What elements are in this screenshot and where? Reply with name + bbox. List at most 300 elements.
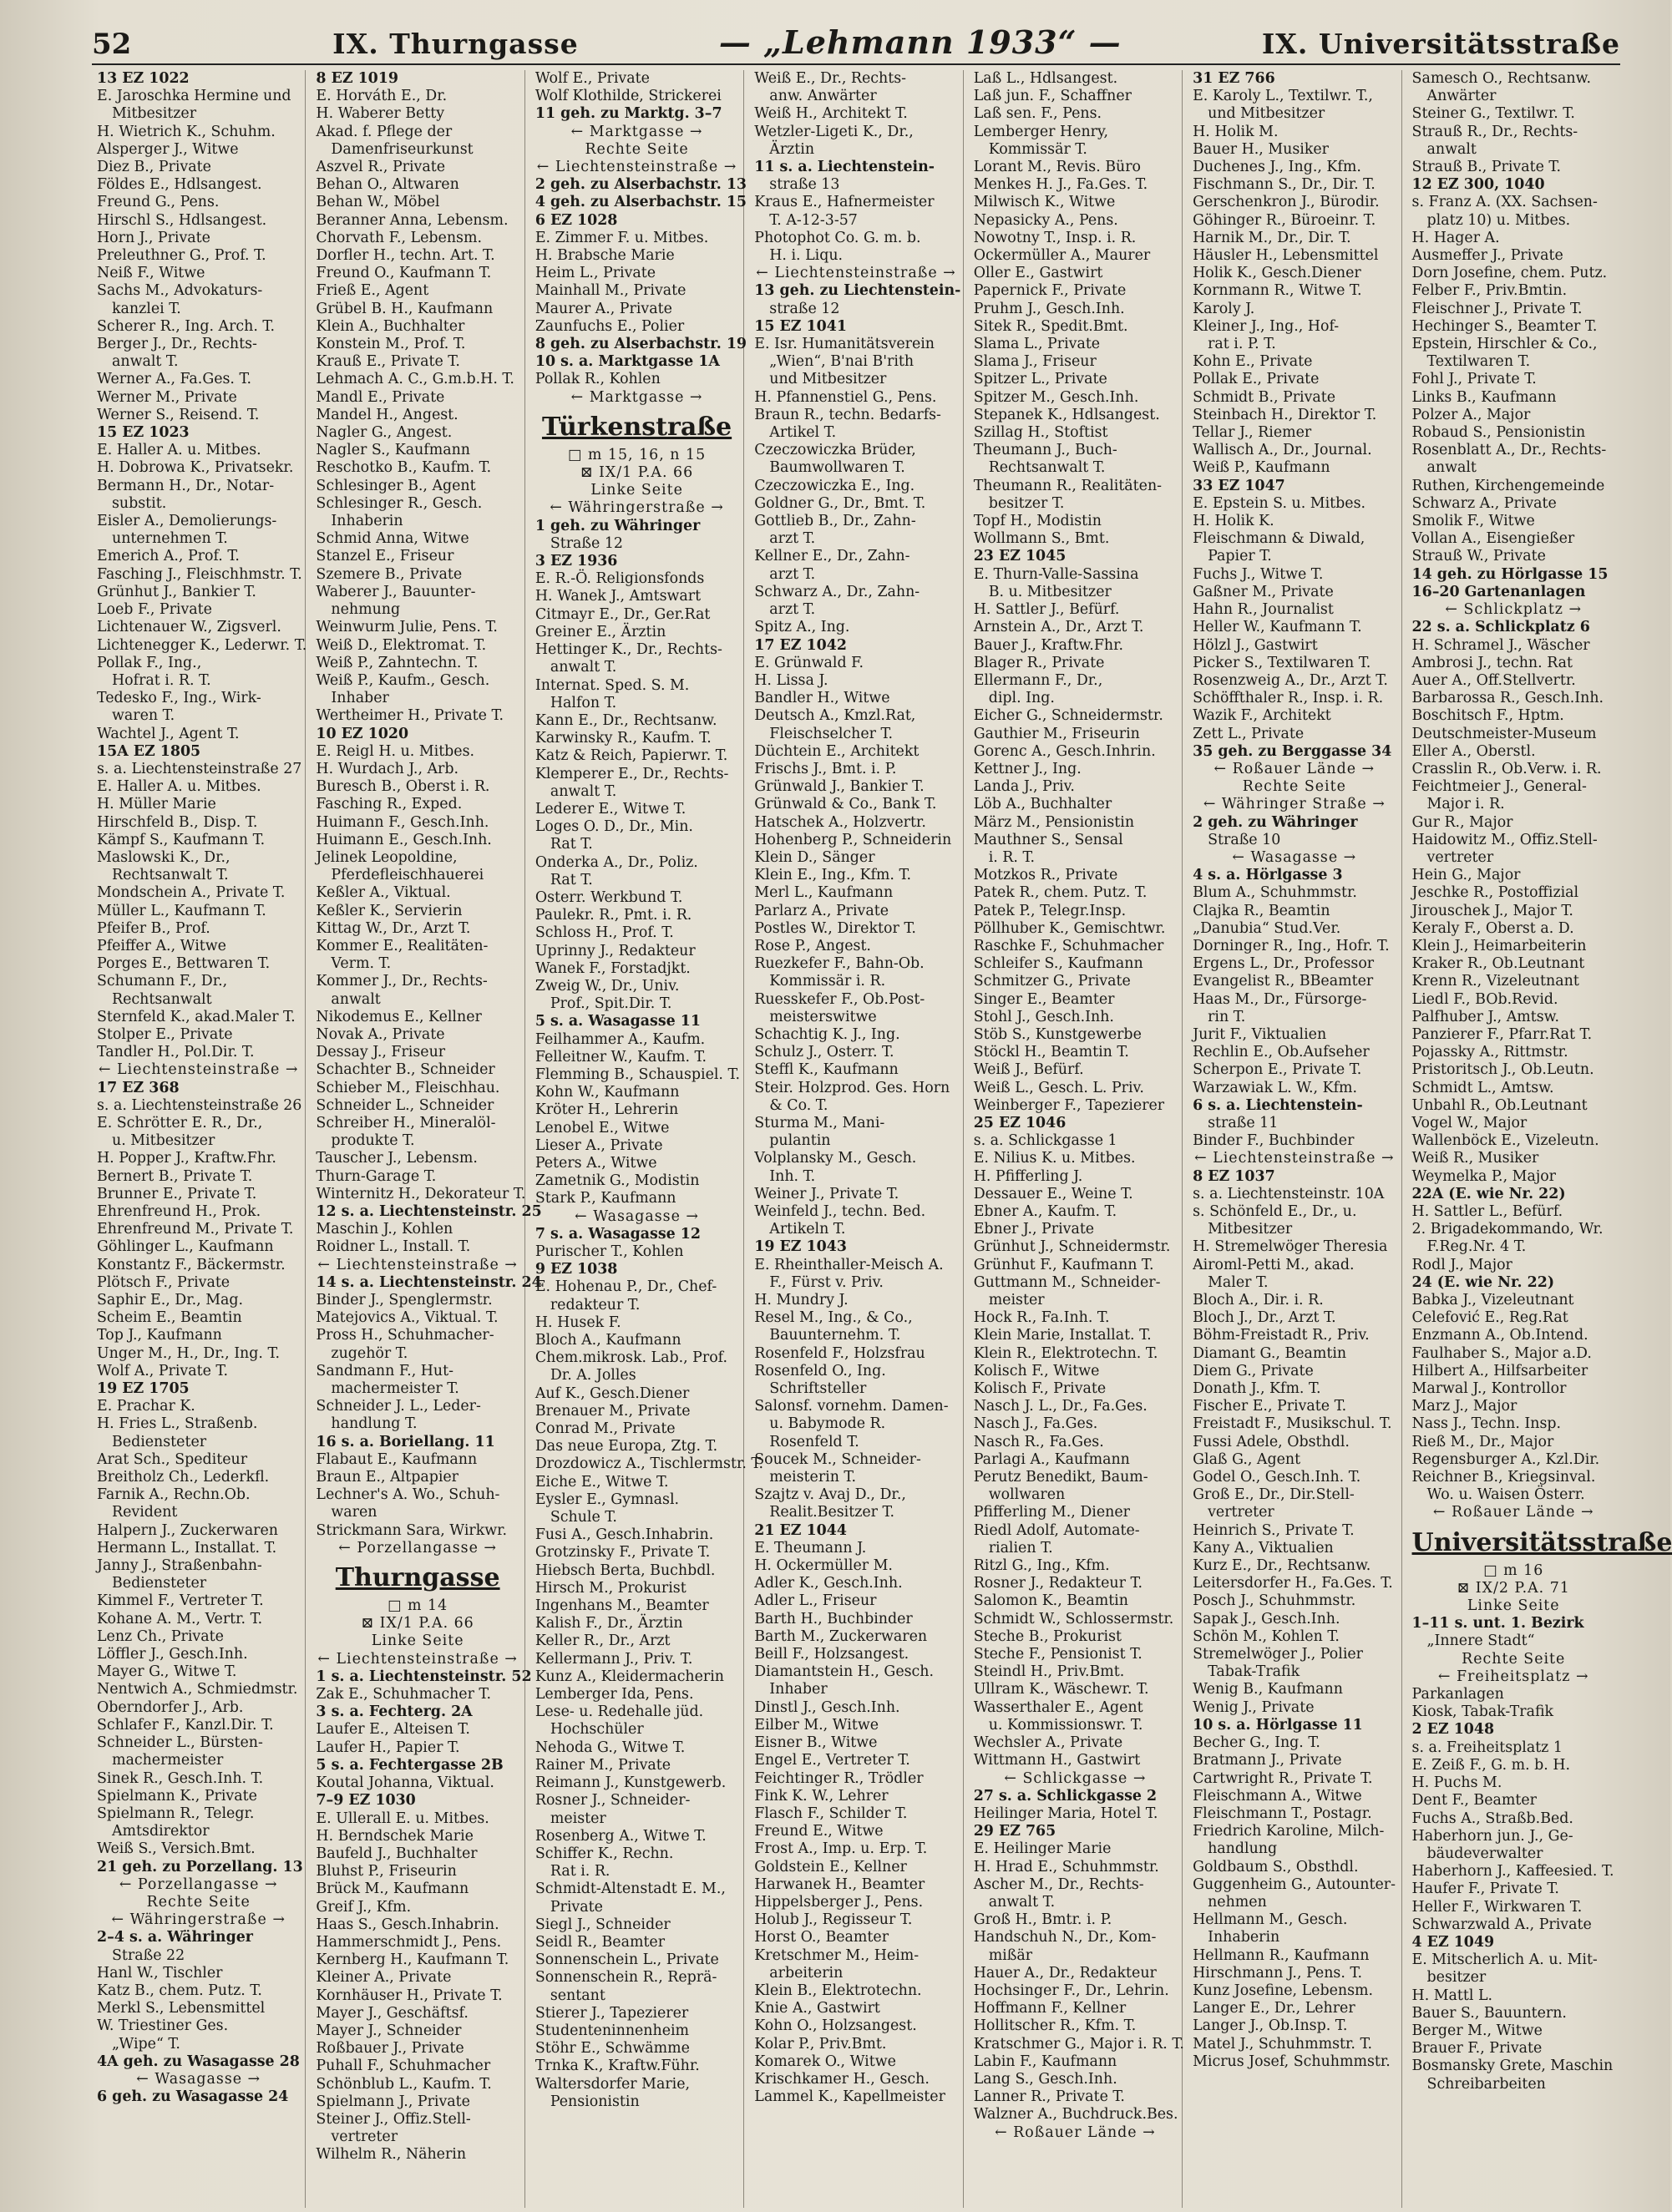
directory-line: Fink K. W., Lehrer bbox=[754, 1787, 889, 1805]
directory-line: E. Reigl H. u. Mitbes. bbox=[316, 742, 475, 760]
directory-line: Schreiber H., Mineralöl- bbox=[316, 1114, 496, 1131]
directory-line: Celefović E., Reg.Rat bbox=[1411, 1309, 1568, 1327]
directory-line: Stöb S., Kunstgewerbe bbox=[973, 1025, 1142, 1043]
directory-line: Adler K., Gesch.Inh. bbox=[754, 1575, 903, 1592]
directory-line: Private bbox=[550, 1898, 603, 1916]
directory-line: Rosenfeld F., Holzsfrau bbox=[754, 1344, 925, 1362]
directory-line: 7–9 EZ 1030 bbox=[316, 1792, 416, 1810]
directory-line: 1–11 s. unt. 1. Bezirk bbox=[1411, 1615, 1584, 1632]
directory-line: Dent F., Beamter bbox=[1411, 1792, 1537, 1810]
directory-line: Scheim E., Beamtin bbox=[97, 1309, 242, 1327]
directory-line: Flemming B., Schauspiel. T. bbox=[535, 1066, 741, 1083]
directory-line: 27 s. a. Schlickgasse 2 bbox=[973, 1787, 1158, 1805]
directory-line: Baufeld J., Buchhalter bbox=[316, 1845, 478, 1862]
directory-line: 35 geh. zu Berggasse 34 bbox=[1193, 742, 1392, 760]
directory-line: 14 geh. zu Hörlgasse 15 bbox=[1411, 565, 1609, 583]
directory-line: Heller F., Wirkwaren T. bbox=[1411, 1898, 1583, 1916]
directory-line: Schulz J., Osterr. T. bbox=[754, 1044, 894, 1061]
directory-line: Kany A., Viktualien bbox=[1193, 1539, 1334, 1556]
directory-line: H. Sattler J., Befürf. bbox=[973, 601, 1120, 619]
directory-line: Spielmann J., Private bbox=[316, 2093, 470, 2110]
directory-line: Grünhut J., Schneidermstr. bbox=[973, 1238, 1171, 1256]
directory-line: Holub J., Regisseur T. bbox=[754, 1911, 913, 1929]
directory-line: Krenn R., Vizeleutnant bbox=[1411, 973, 1579, 990]
directory-line: Siegl J., Schneider bbox=[535, 1916, 671, 1933]
directory-line: Rodl J., Major bbox=[1411, 1256, 1512, 1273]
directory-line: 13 EZ 1022 bbox=[97, 70, 190, 87]
directory-line: Stepanek K., Hdlsangest. bbox=[973, 406, 1160, 423]
directory-line: waren bbox=[331, 1504, 377, 1521]
directory-line: Ehrenfreund M., Private T. bbox=[97, 1221, 294, 1238]
directory-line: Fleischner J., Private T. bbox=[1411, 300, 1583, 317]
directory-line: Feichtinger R., Trödler bbox=[754, 1769, 924, 1787]
directory-line: Dinstl J., Gesch.Inh. bbox=[754, 1698, 900, 1716]
directory-line: u. Mitbesitzer bbox=[112, 1132, 215, 1150]
directory-line: Krauß E., Private T. bbox=[316, 353, 460, 371]
directory-line: Sachs M., Advokaturs- bbox=[97, 282, 263, 300]
directory-line: Rosenfeld T. bbox=[769, 1433, 859, 1450]
directory-line: Nagler S., Kaufmann bbox=[316, 442, 470, 459]
directory-line: Inhaberin bbox=[331, 513, 403, 530]
directory-line: Deutschmeister-Museum bbox=[1411, 725, 1597, 742]
directory-line: Major i. R. bbox=[1426, 796, 1505, 813]
directory-line: Mayer J., Schneider bbox=[316, 2022, 462, 2039]
directory-line: 17 EZ 1042 bbox=[754, 636, 847, 654]
column-4 bbox=[749, 70, 963, 2208]
directory-line: Guggenheim G., Autounter- bbox=[1193, 1875, 1396, 1893]
directory-line: „Wipe“ T. bbox=[112, 2035, 180, 2053]
directory-line: Barth M., Zuckerwaren bbox=[754, 1627, 928, 1645]
directory-line: Freund G., Pens. bbox=[97, 194, 220, 211]
directory-line: Studenteninnenheim bbox=[535, 2022, 690, 2039]
directory-line: Kratschmer G., Major i. R. T. bbox=[973, 2035, 1184, 2053]
directory-line: Fuchs A., Straßb.Bed. bbox=[1411, 1810, 1573, 1827]
directory-line: Schleifer S., Kaufmann bbox=[973, 955, 1143, 973]
directory-line: Laß jun. F., Schaffner bbox=[973, 88, 1132, 105]
directory-line: rat i. P. T. bbox=[1208, 336, 1276, 353]
directory-line: Wallisch A., Dr., Journal. bbox=[1193, 442, 1372, 459]
directory-line: Polzer A., Major bbox=[1411, 406, 1531, 423]
directory-line: Pollak R., Kohlen bbox=[535, 371, 661, 388]
directory-line: Brunner E., Private T. bbox=[97, 1185, 257, 1202]
directory-line: Leitersdorfer H., Fa.Ges. T. bbox=[1193, 1575, 1393, 1592]
directory-line: 4 s. a. Hörlgasse 3 bbox=[1193, 867, 1343, 884]
directory-line: 3 EZ 1936 bbox=[535, 553, 618, 570]
directory-line: Nasch J., Fa.Ges. bbox=[973, 1415, 1098, 1433]
directory-line: Realit.Besitzer T. bbox=[769, 1504, 895, 1521]
directory-line: Klein R., Elektrotechn. T. bbox=[973, 1344, 1158, 1362]
directory-line: Winternitz H., Dekorateur T. bbox=[316, 1185, 526, 1202]
directory-line: Steche B., Prokurist bbox=[973, 1627, 1122, 1645]
directory-line: Textilwaren T. bbox=[1426, 353, 1531, 371]
directory-line: Hahn R., Journalist bbox=[1193, 601, 1334, 619]
directory-line: 1 geh. zu Währinger bbox=[535, 517, 701, 534]
directory-line: substit. bbox=[112, 494, 167, 512]
directory-line: Faulhaber S., Major a.D. bbox=[1411, 1344, 1592, 1362]
directory-line: Hock R., Fa.Inh. T. bbox=[973, 1309, 1110, 1327]
directory-line: E. Isr. Humanitätsverein bbox=[754, 336, 935, 353]
directory-line: meisterswitwe bbox=[769, 1008, 877, 1025]
directory-line: Samesch O., Rechtsanw. bbox=[1411, 70, 1591, 87]
directory-line: Mitbesitzer bbox=[112, 105, 197, 123]
directory-line: Lorant M., Revis. Büro bbox=[973, 159, 1142, 176]
directory-line: Ausmeffer J., Private bbox=[1411, 247, 1563, 265]
directory-line: Conrad M., Private bbox=[535, 1420, 676, 1438]
directory-line: Eilber M., Witwe bbox=[754, 1716, 879, 1734]
directory-line: Wollmann S., Bmt. bbox=[973, 530, 1110, 548]
directory-line: anwalt bbox=[1426, 459, 1477, 477]
directory-line: Seidl R., Beamter bbox=[535, 1933, 666, 1951]
directory-line: anwalt T. bbox=[550, 659, 617, 676]
directory-line: Szajtz v. Avaj D., Dr., bbox=[754, 1486, 906, 1504]
directory-line: Freund O., Kaufmann T. bbox=[316, 265, 492, 282]
directory-line: Lang S., Gesch.Inh. bbox=[973, 2070, 1117, 2088]
directory-line: Handschuh N., Dr., Kom- bbox=[973, 1929, 1157, 1946]
directory-line: Rose P., Angest. bbox=[754, 937, 871, 954]
directory-line: Kleiner J., Ing., Hof- bbox=[1193, 317, 1340, 335]
directory-line: Links B., Kaufmann bbox=[1411, 388, 1557, 406]
directory-line: Hirschmann J., Pens. T. bbox=[1193, 1964, 1362, 1982]
directory-line: Roßbauer J., Private bbox=[316, 2040, 464, 2058]
directory-line: u. Kommissionswr. T. bbox=[988, 1716, 1143, 1734]
directory-line: Akad. f. Pflege der bbox=[316, 123, 453, 140]
directory-line: Schön M., Kohlen T. bbox=[1193, 1627, 1340, 1645]
directory-line: Parkanlagen bbox=[1411, 1686, 1504, 1703]
directory-line: Gorenc A., Gesch.Inhrin. bbox=[973, 742, 1156, 760]
directory-line: ← Währingerstraße → bbox=[550, 499, 724, 517]
directory-line: Loeb F., Private bbox=[97, 601, 212, 619]
directory-line: Pruhm J., Gesch.Inh. bbox=[973, 300, 1125, 317]
directory-line: □ m 15, 16, n 15 bbox=[567, 446, 707, 463]
directory-line: Adler L., Friseur bbox=[754, 1592, 877, 1610]
directory-line: Kann E., Dr., Rechtsanw. bbox=[535, 711, 717, 729]
directory-line: Becher G., Ing. T. bbox=[1193, 1734, 1320, 1752]
directory-line: 2 geh. zu Währinger bbox=[1193, 813, 1358, 831]
directory-line: E. Schrötter E. R., Dr., bbox=[97, 1114, 263, 1131]
directory-line: Evangelist R., BBeamter bbox=[1193, 973, 1374, 990]
directory-line: 2 EZ 1048 bbox=[1411, 1721, 1495, 1739]
directory-line: Hirschl S., Hdlsangest. bbox=[97, 211, 267, 229]
directory-line: s. Schönfeld E., Dr., u. bbox=[1193, 1203, 1357, 1220]
directory-line: Spitzer L., Private bbox=[973, 371, 1107, 388]
directory-line: 6 EZ 1028 bbox=[535, 211, 618, 229]
directory-line: Krischkamer H., Gesch. bbox=[754, 2070, 930, 2088]
directory-line: Inhaber bbox=[331, 690, 389, 707]
directory-line: Steiner G., Textilwr. T. bbox=[1411, 105, 1575, 123]
directory-line: 8 EZ 1019 bbox=[316, 70, 398, 87]
directory-line: Barth H., Buchbinder bbox=[754, 1610, 913, 1627]
directory-line: Postles W., Direktor T. bbox=[754, 919, 916, 937]
directory-line: H. Fries L., Straßenb. bbox=[97, 1415, 258, 1433]
directory-line: H. Husek F. bbox=[535, 1314, 621, 1331]
directory-line: Lenobel E., Witwe bbox=[535, 1119, 670, 1136]
directory-line: Göhinger R., Büroeinr. T. bbox=[1193, 211, 1376, 229]
directory-line: Strauß B., Private T. bbox=[1411, 159, 1561, 176]
directory-line: 1 s. a. Liechtensteinstr. 52 bbox=[316, 1668, 532, 1685]
directory-line: und Mitbesitzer bbox=[1208, 105, 1325, 123]
directory-line: Arat Sch., Spediteur bbox=[97, 1450, 248, 1468]
directory-line: Topf H., Modistin bbox=[973, 513, 1102, 530]
directory-line: Haidowitz M., Offiz.Stell- bbox=[1411, 831, 1598, 848]
directory-line: Lammel K., Kapellmeister bbox=[754, 2088, 945, 2106]
directory-line: 10 s. a. Hörlgasse 11 bbox=[1193, 1716, 1363, 1734]
directory-line: Zweig W., Dr., Univ. bbox=[535, 977, 680, 995]
directory-line: Weinwurm Julie, Pens. T. bbox=[316, 619, 498, 636]
directory-line: Grübel B. H., Kaufmann bbox=[316, 300, 494, 317]
directory-line: Pöllhuber K., Gemischtwr. bbox=[973, 919, 1166, 937]
directory-line: Weiß E., Dr., Rechts- bbox=[754, 70, 907, 87]
directory-line: Wertheimer H., Private T. bbox=[316, 707, 504, 725]
directory-line: Nasch R., Fa.Ges. bbox=[973, 1433, 1104, 1450]
directory-line: Citmayr E., Dr., Ger.Rat bbox=[535, 605, 711, 623]
directory-line: Kittag W., Dr., Arzt T. bbox=[316, 919, 471, 937]
directory-line: Glaß G., Agent bbox=[1193, 1450, 1301, 1468]
directory-line: Purischer T., Kohlen bbox=[535, 1243, 684, 1260]
directory-line: Wazik F., Architekt bbox=[1193, 707, 1331, 725]
directory-line: Kohn O., Holzsangest. bbox=[754, 2017, 917, 2035]
directory-line: H. Pfannenstiel G., Pens. bbox=[754, 388, 937, 406]
directory-line: Schmidt L., Amtsw. bbox=[1411, 1079, 1554, 1096]
directory-line: Pojassky A., Rittmstr. bbox=[1411, 1044, 1568, 1061]
directory-line: Weiß P., Kaufmann bbox=[1193, 459, 1330, 477]
directory-line: Amtsdirektor bbox=[112, 1823, 210, 1840]
directory-line: Paulekr. R., Pmt. i. R. bbox=[535, 907, 692, 924]
directory-line: Kellermann J., Priv. T. bbox=[535, 1650, 693, 1668]
directory-line: Drozdowicz A., Tischlermstr. T. bbox=[535, 1455, 763, 1473]
directory-line: Szillag H., Stoftist bbox=[973, 424, 1108, 442]
directory-line: Frieß E., Agent bbox=[316, 282, 429, 300]
directory-line: Marz J., Major bbox=[1411, 1398, 1517, 1415]
directory-line: Hohenberg P., Schneiderin bbox=[754, 831, 952, 848]
directory-line: Damenfriseurkunst bbox=[331, 140, 474, 158]
directory-line: 8 geh. zu Alserbachstr. 19 bbox=[535, 336, 747, 353]
directory-line: 31 EZ 766 bbox=[1193, 70, 1275, 87]
directory-line: waren T. bbox=[112, 707, 175, 725]
directory-line: Loges O. D., Dr., Min. bbox=[535, 818, 693, 836]
directory-line: Tabak-Trafik bbox=[1208, 1663, 1300, 1681]
directory-line: bäudeverwalter bbox=[1426, 1845, 1543, 1862]
directory-line: Pollak E., Private bbox=[1193, 371, 1320, 388]
directory-line: H. Mattl L. bbox=[1411, 1987, 1493, 2004]
directory-line: platz 10) u. Mitbes. bbox=[1426, 211, 1571, 229]
directory-line: arbeiterin bbox=[769, 1964, 844, 1982]
directory-line: arzt T. bbox=[769, 601, 816, 619]
directory-line: 2 geh. zu Alserbachstr. 13 bbox=[535, 176, 747, 194]
directory-line: Saphir E., Dr., Mag. bbox=[97, 1292, 244, 1309]
directory-line: Maschin J., Kohlen bbox=[316, 1221, 453, 1238]
directory-line: H. Wanek J., Amtswart bbox=[535, 588, 702, 605]
directory-line: Walzner A., Buchdruck.Bes. bbox=[973, 2106, 1178, 2123]
directory-line: Fuchs J., Witwe T. bbox=[1193, 565, 1324, 583]
directory-line: Braun R., techn. Bedarfs- bbox=[754, 406, 941, 423]
directory-line: Fasching J., Fleischhmstr. T. bbox=[97, 565, 302, 583]
directory-line: Linke Seite bbox=[371, 1632, 464, 1650]
directory-line: Stöckl H., Beamtin T. bbox=[973, 1044, 1129, 1061]
directory-line: Schlesinger B., Agent bbox=[316, 477, 476, 494]
directory-line: Karoly J. bbox=[1193, 300, 1255, 317]
directory-line: Kohn E., Private bbox=[1193, 353, 1313, 371]
directory-line: Chorvath F., Lebensm. bbox=[316, 229, 482, 246]
directory-line: ← Schlickplatz → bbox=[1445, 601, 1583, 619]
directory-line: Lemberger Ida, Pens. bbox=[535, 1686, 694, 1703]
directory-line: E. Grünwald F. bbox=[754, 654, 864, 671]
directory-line: Hilbert A., Hilfsarbeiter bbox=[1411, 1362, 1588, 1379]
directory-line: H. Mundry J. bbox=[754, 1292, 849, 1309]
directory-line: Hauer A., Dr., Redakteur bbox=[973, 1964, 1157, 1982]
directory-line: Brenauer M., Private bbox=[535, 1402, 691, 1420]
directory-line: Kunz A., Kleidermacherin bbox=[535, 1668, 724, 1685]
directory-line: Sapak J., Gesch.Inh. bbox=[1193, 1610, 1340, 1627]
directory-line: Uprinny J., Redakteur bbox=[535, 942, 696, 959]
directory-line: Raschke F., Schuhmacher bbox=[973, 937, 1164, 954]
directory-line: Ärztin bbox=[769, 140, 815, 158]
directory-line: Koutal Johanna, Viktual. bbox=[316, 1774, 494, 1792]
directory-line: Blum A., Schuhmmstr. bbox=[1193, 884, 1357, 902]
directory-line: Salonsf. vornehm. Damen- bbox=[754, 1398, 949, 1415]
directory-line: Konstein M., Prof. T. bbox=[316, 336, 466, 353]
directory-line: Keraly F., Oberst a. D. bbox=[1411, 919, 1574, 937]
directory-line: Gottlieb B., Dr., Zahn- bbox=[754, 513, 916, 530]
directory-line: Groß H., Bmtr. i. P. bbox=[973, 1911, 1112, 1929]
directory-line: Kommer J., Dr., Rechts- bbox=[316, 973, 488, 990]
directory-line: Spielmann K., Private bbox=[97, 1787, 257, 1805]
directory-line: 11 geh. zu Marktg. 3–7 bbox=[535, 105, 722, 123]
directory-line: Behan O., Altwaren bbox=[316, 176, 459, 194]
directory-line: ← Währingerstraße → bbox=[111, 1911, 286, 1929]
directory-line: E. Epstein S. u. Mitbes. bbox=[1193, 494, 1366, 512]
directory-line: Grünhut F., Kaufmann T. bbox=[973, 1256, 1154, 1273]
directory-line: ← Freiheitsplatz → bbox=[1437, 1668, 1589, 1685]
directory-line: Buresch B., Oberst i. R. bbox=[316, 778, 490, 796]
directory-line: anwalt bbox=[331, 990, 381, 1008]
directory-line: 17 EZ 368 bbox=[97, 1079, 180, 1096]
directory-line: T. A-12-3-57 bbox=[769, 211, 858, 229]
directory-line: Revident bbox=[112, 1504, 178, 1521]
directory-line: Kornmann R., Witwe T. bbox=[1193, 282, 1362, 300]
directory-line: Weinfeld J., techn. Bed. bbox=[754, 1203, 926, 1220]
directory-line: W. Triestiner Ges. bbox=[97, 2017, 229, 2035]
directory-line: Schlesinger R., Gesch. bbox=[316, 494, 483, 512]
directory-line: Auer A., Off.Stellvertr. bbox=[1411, 671, 1576, 689]
directory-line: Kommissär T. bbox=[988, 140, 1087, 158]
directory-line: Harnik M., Dr., Dir. T. bbox=[1193, 229, 1351, 246]
directory-line: Sonnenschein L., Private bbox=[535, 1951, 719, 1969]
directory-line: Hechinger S., Beamter T. bbox=[1411, 317, 1598, 335]
directory-line: Czeczowiczka E., Ing. bbox=[754, 477, 915, 494]
directory-line: Fleischmann & Diwald, bbox=[1193, 530, 1365, 548]
directory-line: Klein B., Elektrotechn. bbox=[754, 1982, 922, 1999]
directory-line: Soucek M., Schneider- bbox=[754, 1450, 921, 1468]
directory-line: H. Stremelwöger Theresia bbox=[1193, 1238, 1388, 1256]
directory-line: E. Theumann J. bbox=[754, 1539, 867, 1556]
directory-line: Sinek R., Gesch.Inh. T. bbox=[97, 1769, 264, 1787]
directory-line: Ebner J., Private bbox=[973, 1221, 1095, 1238]
directory-line: Stöhr E., Schwämme bbox=[535, 2040, 690, 2058]
directory-line: Wittmann H., Gastwirt bbox=[973, 1752, 1141, 1769]
directory-line: Groß E., Dr., Dir.Stell- bbox=[1193, 1486, 1355, 1504]
directory-line: Klein E., Ing., Kfm. T. bbox=[754, 867, 912, 884]
directory-line: Kettner J., Ing. bbox=[973, 760, 1082, 777]
column-3 bbox=[530, 70, 763, 2208]
directory-line: E. Heilinger Marie bbox=[973, 1840, 1112, 1858]
directory-line: Fasching R., Exped. bbox=[316, 796, 463, 813]
directory-line: Pollak F., Ing., bbox=[97, 654, 202, 671]
directory-line: ← Roßauer Lände → bbox=[1213, 760, 1376, 777]
directory-line: ← Porzellangasse → bbox=[119, 1875, 278, 1893]
directory-line: Preleuthner G., Prof. T. bbox=[97, 247, 266, 265]
directory-line: s. a. Freiheitsplatz 1 bbox=[1411, 1739, 1563, 1756]
directory-line: ← Liechtensteinstraße → bbox=[317, 1256, 518, 1273]
column-6 bbox=[1188, 70, 1401, 2208]
directory-line: Tauscher J., Lebensm. bbox=[316, 1150, 478, 1167]
directory-line: Schumann F., Dr., bbox=[97, 973, 228, 990]
directory-line: Grünwald J., Bankier T. bbox=[754, 778, 925, 796]
directory-line: Godel O., Gesch.Inh. T. bbox=[1193, 1469, 1361, 1486]
directory-line: 5 s. a. Fechtergasse 2B bbox=[316, 1756, 504, 1774]
directory-line: Waberer J., Bauunter- bbox=[316, 583, 476, 600]
directory-line: Prof., Spit.Dir. T. bbox=[550, 995, 672, 1013]
directory-line: „Wien“, B'nai B'rith bbox=[769, 353, 915, 371]
directory-line: rin T. bbox=[1208, 1008, 1246, 1025]
directory-line: E. Hohenau P., Dr., Chef- bbox=[535, 1278, 717, 1296]
directory-line: Schriftsteller bbox=[769, 1380, 867, 1398]
directory-line: Pross H., Schuhmacher- bbox=[316, 1327, 494, 1344]
directory-line: Pfifferling M., Diener bbox=[973, 1504, 1130, 1521]
directory-line: und Mitbesitzer bbox=[769, 371, 887, 388]
directory-line: Sonnenschein R., Reprä- bbox=[535, 1969, 717, 1987]
directory-line: Grünhut J., Bankier T. bbox=[97, 583, 256, 600]
directory-line: Labin F., Kaufmann bbox=[973, 2053, 1117, 2070]
directory-line: Nagler G., Angest. bbox=[316, 424, 453, 442]
directory-line: Gaßner M., Private bbox=[1193, 583, 1334, 600]
directory-line: Langer E., Dr., Lehrer bbox=[1193, 2000, 1355, 2017]
directory-line: Kurz E., Dr., Rechtsanw. bbox=[1193, 1557, 1371, 1575]
directory-line: E. Karoly L., Textilwr. T., bbox=[1193, 88, 1373, 105]
directory-line: ← Liechtensteinstraße → bbox=[756, 265, 956, 282]
directory-line: E. Ullerall E. u. Mitbes. bbox=[316, 1810, 489, 1827]
directory-line: Löb A., Buchhalter bbox=[973, 796, 1112, 813]
directory-line: Wanek F., Forstadjkt. bbox=[535, 959, 691, 977]
directory-line: Perutz Benedikt, Baum- bbox=[973, 1469, 1148, 1486]
directory-line: Stolper E., Private bbox=[97, 1025, 233, 1043]
directory-line: Trnka K., Kraftw.Führ. bbox=[535, 2058, 700, 2075]
directory-line: Wenig J., Private bbox=[1193, 1698, 1315, 1716]
directory-line: ← Währinger Straße → bbox=[1203, 796, 1386, 813]
directory-line: Parlarz A., Private bbox=[754, 902, 889, 919]
directory-line: Rechte Seite bbox=[585, 140, 689, 158]
directory-line: Beranner Anna, Lebensm. bbox=[316, 211, 509, 229]
directory-line: Frost A., Imp. u. Erp. T. bbox=[754, 1840, 928, 1858]
directory-line: Linke Seite bbox=[1467, 1597, 1560, 1615]
directory-line: Beill F., Holzsangest. bbox=[754, 1646, 909, 1663]
directory-line: Nasch J. L., Dr., Fa.Ges. bbox=[973, 1398, 1148, 1415]
directory-line: H. Wietrich K., Schuhm. bbox=[97, 123, 276, 140]
directory-line: Rechlin E., Ob.Aufseher bbox=[1193, 1044, 1370, 1061]
directory-line: Hirschfeld B., Disp. T. bbox=[97, 813, 258, 831]
directory-line: Matejovics A., Viktual. T. bbox=[316, 1309, 499, 1327]
directory-line: Auf K., Gesch.Diener bbox=[535, 1384, 690, 1402]
directory-line: Nentwich A., Schmiedmstr. bbox=[97, 1681, 298, 1698]
directory-line: Braun E., Altpapier bbox=[316, 1469, 459, 1486]
directory-line: Gauthier M., Friseurin bbox=[973, 725, 1140, 742]
directory-line: E. Haller A. u. Mitbes. bbox=[97, 778, 261, 796]
directory-line: Bloch J., Dr., Arzt T. bbox=[1193, 1309, 1336, 1327]
directory-line: E. Mitscherlich A. u. Mit- bbox=[1411, 1951, 1598, 1969]
directory-line: Weiß J., Befürf. bbox=[973, 1061, 1084, 1079]
directory-line: Wachtel J., Agent T. bbox=[97, 725, 240, 742]
directory-line: Dessauer E., Weine T. bbox=[973, 1185, 1133, 1202]
directory-line: Maurer A., Private bbox=[535, 300, 672, 317]
